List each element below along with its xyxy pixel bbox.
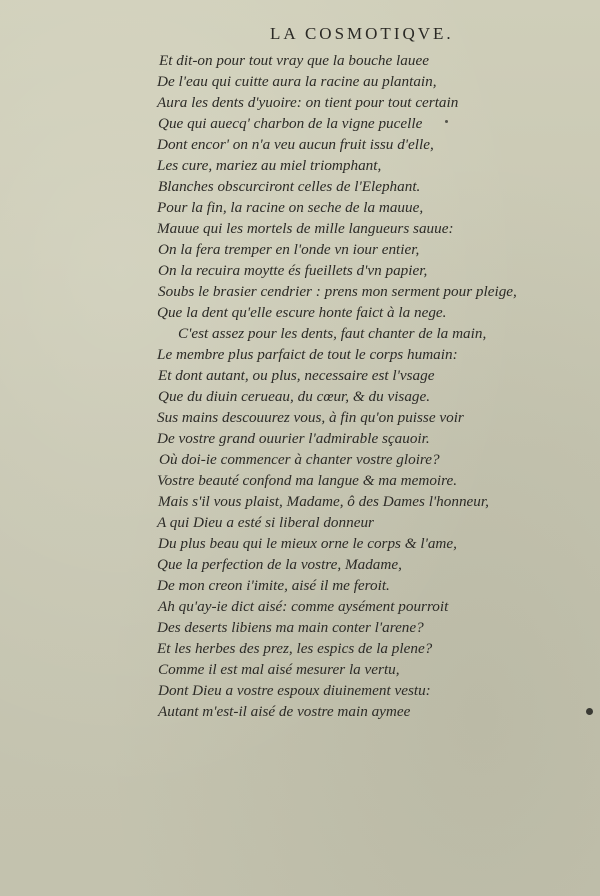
verse-line: Que du diuin cerueau, du cœur, & du visage. bbox=[158, 388, 431, 405]
verse-line: Autant m'est-il aisé de vostre main aymee bbox=[158, 703, 411, 720]
verse-line: Dont encor' on n'a veu aucun fruit issu d'elle, bbox=[157, 136, 434, 153]
verse-line: C'est assez pour les dents, faut chanter de la main, bbox=[178, 325, 487, 342]
verse-line: On la recuira moytte és fueillets d'vn papier, bbox=[158, 262, 428, 279]
verse-line: Mais s'il vous plaist, Madame, ô des Dames l'honneur, bbox=[158, 493, 489, 510]
verse-line: Que la dent qu'elle escure honte faict à la nege. bbox=[157, 304, 447, 321]
verse-line: Où doi-ie commencer à chanter vostre gloire? bbox=[159, 451, 440, 468]
verse-line: De mon creon i'imite, aisé il me feroit. bbox=[157, 577, 390, 594]
verse-line: Et les herbes des prez, les espics de la plene? bbox=[157, 640, 433, 657]
verse-line: Vostre beauté confond ma langue & ma memoire. bbox=[157, 472, 458, 489]
verse-line: A qui Dieu a esté si liberal donneur bbox=[157, 514, 374, 531]
verse-line: Blanches obscurciront celles de l'Elephant. bbox=[158, 178, 421, 195]
verse-line: Ah qu'ay-ie dict aisé: comme aysément pourroit bbox=[158, 598, 449, 615]
ink-spot bbox=[586, 708, 593, 715]
verse-line: Mauue qui les mortels de mille langueurs sauue: bbox=[157, 220, 454, 237]
verse-line: On la fera tremper en l'onde vn iour entier, bbox=[158, 241, 420, 258]
verse-line: Et dit-on pour tout vray que la bouche lauee bbox=[159, 52, 429, 69]
verse-line: Comme il est mal aisé mesurer la vertu, bbox=[158, 661, 400, 678]
verse-line: Que qui auecq' charbon de la vigne pucelle bbox=[158, 115, 423, 132]
verse-line: De l'eau qui cuitte aura la racine au plantain, bbox=[157, 73, 437, 90]
verse-line: Des deserts libiens ma main conter l'arene? bbox=[157, 619, 424, 636]
verse-line: Soubs le brasier cendrier : prens mon serment pour pleige, bbox=[158, 283, 517, 300]
verse-line: Que la perfection de la vostre, Madame, bbox=[157, 556, 402, 573]
verse-line: Les cure, mariez au miel triomphant, bbox=[157, 157, 382, 174]
running-head: LA COSMOTIQVE. bbox=[270, 24, 454, 43]
verse-line: Du plus beau qui le mieux orne le corps & l'ame, bbox=[158, 535, 457, 552]
verse-line: Le membre plus parfaict de tout le corps humain: bbox=[157, 346, 458, 363]
verse-line: De vostre grand ouurier l'admirable sçauoir. bbox=[157, 430, 430, 447]
verse-line: Pour la fin, la racine on seche de la mauue, bbox=[157, 199, 424, 216]
ink-speck bbox=[445, 120, 448, 123]
verse-line: Dont Dieu a vostre espoux diuinement vestu: bbox=[158, 682, 431, 699]
verse-line: Sus mains descouurez vous, à fin qu'on puisse voir bbox=[157, 409, 464, 426]
verse-line: Aura les dents d'yuoire: on tient pour tout certain bbox=[157, 94, 459, 111]
verse-line: Et dont autant, ou plus, necessaire est l'vsage bbox=[158, 367, 435, 384]
